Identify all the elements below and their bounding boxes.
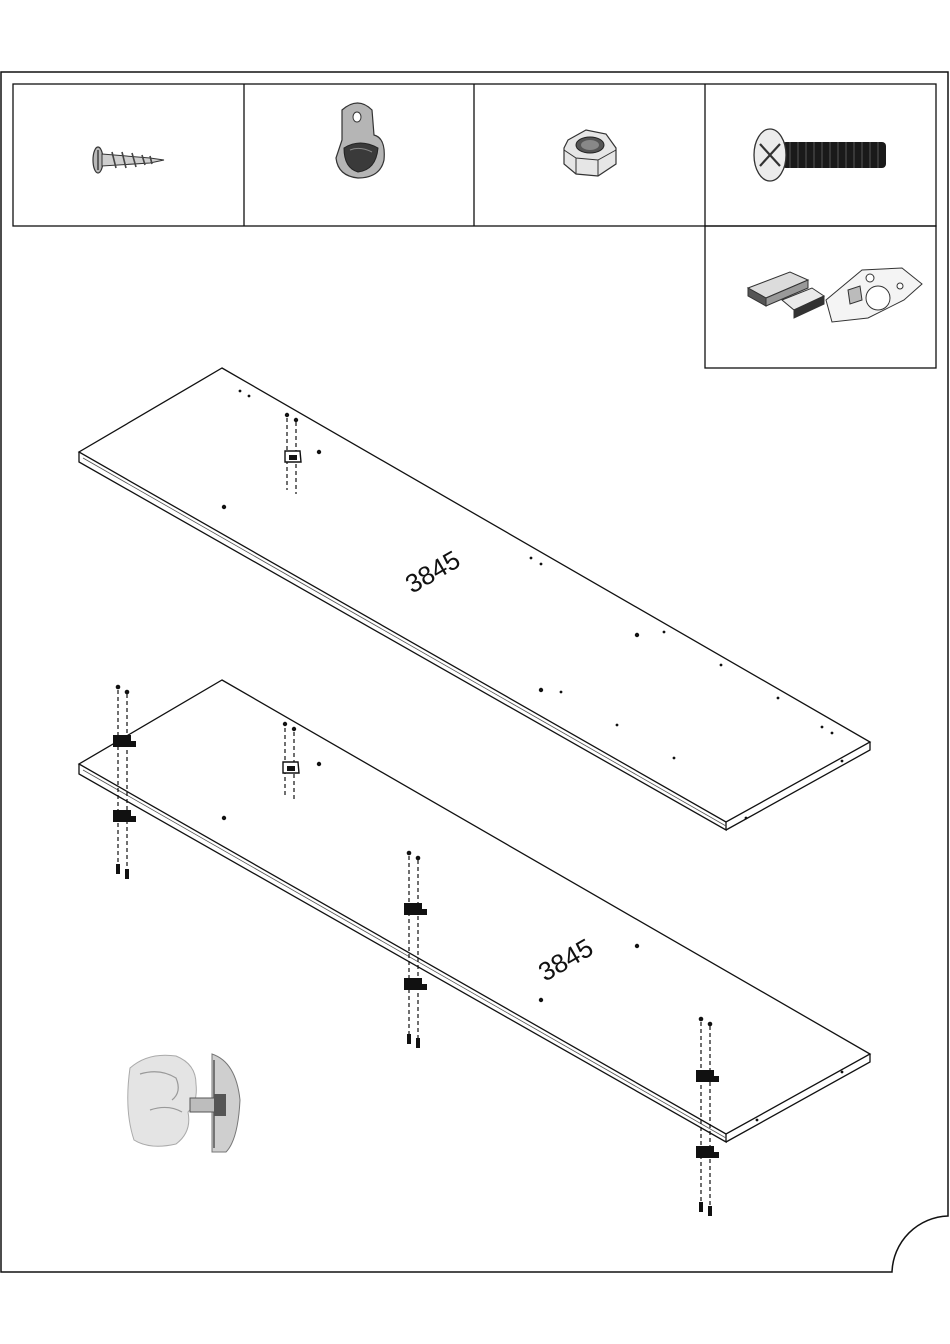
hardware-parts-table xyxy=(13,84,936,368)
lower-panel-dimension: 3845 xyxy=(533,932,599,988)
upper-panel-dimension: 3845 xyxy=(400,544,466,600)
hex-nut-icon xyxy=(564,130,616,176)
connector-fitting-icon xyxy=(748,268,922,322)
wood-screw-icon xyxy=(93,147,164,173)
machine-bolt-icon xyxy=(754,129,886,181)
hand-tightening-fitting-icon xyxy=(128,1054,240,1152)
oval-rail-support-icon xyxy=(336,103,384,178)
